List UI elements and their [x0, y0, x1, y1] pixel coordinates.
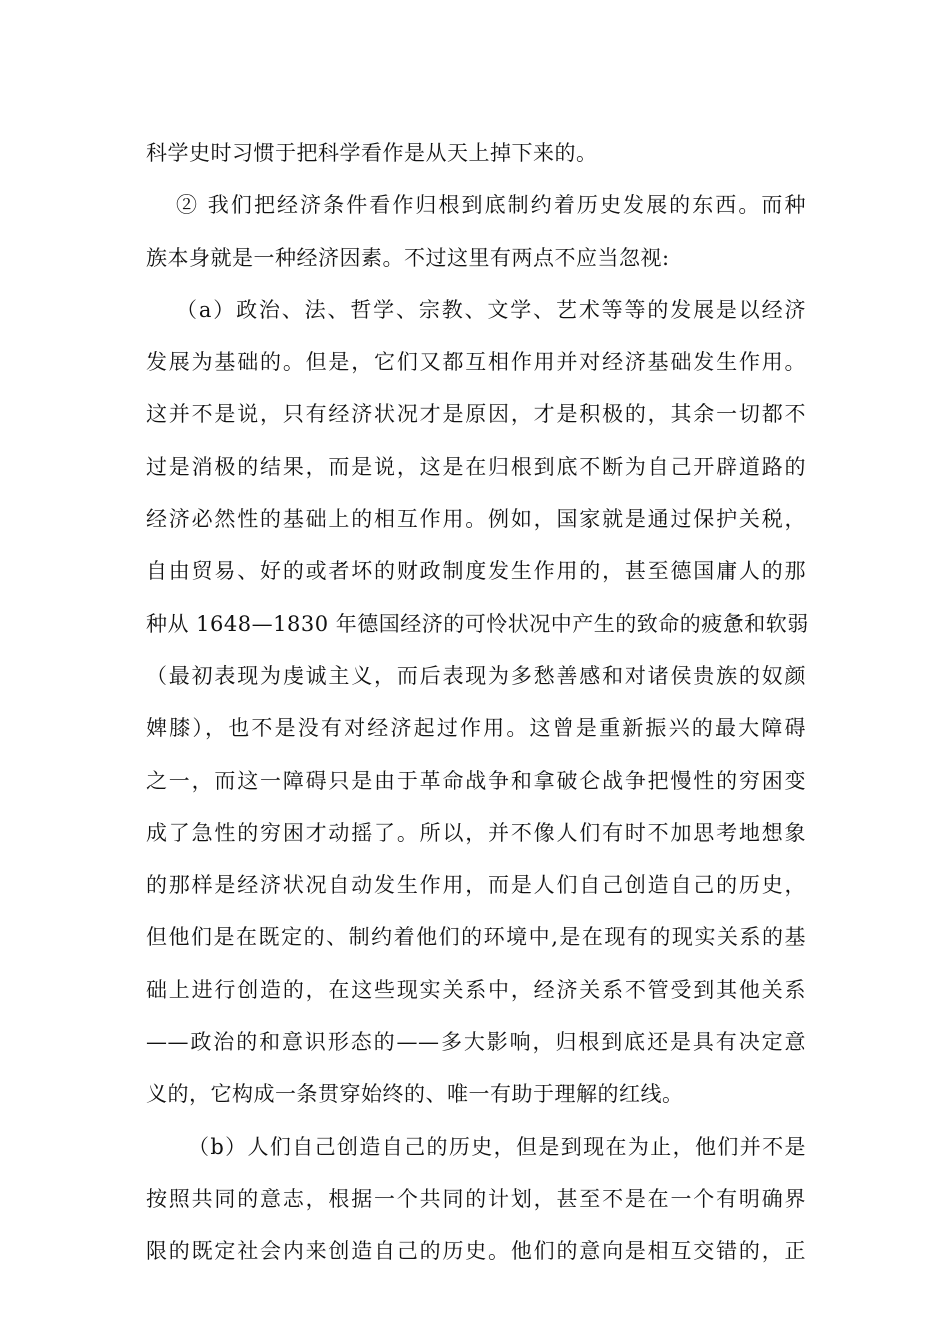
paragraph-line: 经济必然性的基础上的相互作用。例如，国家就是通过保护关税， [146, 507, 806, 532]
paragraph-line: 按照共同的意志，根据一个共同的计划，甚至不是在一个有明确界 [146, 1186, 806, 1211]
paragraph-line: 婢膝），也不是没有对经济起过作用。这曾是重新振兴的最大障碍 [146, 716, 806, 741]
paragraph-line: 限的既定社会内来创造自己的历史。他们的意向是相互交错的，正 [146, 1239, 806, 1264]
paragraph-line: 这并不是说，只有经济状况才是原因，才是积极的，其余一切都不 [146, 402, 806, 427]
paragraph-line: ② 我们把经济条件看作归根到底制约着历史发展的东西。而种 [176, 193, 806, 218]
paragraph-line: 科学史时习惯于把科学看作是从天上掉下来的。 [146, 141, 598, 165]
paragraph-line: （a）政治、法、哲学、宗教、文学、艺术等等的发展是以经济 [176, 297, 806, 322]
paragraph-line: 族本身就是一种经济因素。不过这里有两点不应当忽视: [146, 245, 670, 270]
paragraph-line: 础上进行创造的，在这些现实关系中，经济关系不管受到其他关系 [146, 977, 806, 1002]
paragraph-line: （b）人们自己创造自己的历史，但是到现在为止，他们并不是 [188, 1134, 806, 1159]
paragraph-line: ——政治的和意识形态的——多大影响，归根到底还是具有决定意 [146, 1030, 806, 1055]
paragraph-line: 自由贸易、好的或者坏的财政制度发生作用的，甚至德国庸人的那 [146, 559, 806, 584]
paragraph-line: 的那样是经济状况自动发生作用，而是人们自己创造自己的历史， [146, 873, 806, 898]
paragraph-line: 但他们是在既定的、制约着他们的环境中,是在现有的现实关系的基 [146, 925, 806, 950]
paragraph-line: 之一，而这一障碍只是由于革命战争和拿破仑战争把慢性的穷困变 [146, 768, 806, 793]
paragraph-line: 过是消极的结果，而是说，这是在归根到底不断为自己开辟道路的 [146, 454, 806, 479]
paragraph-line: 发展为基础的。但是，它们又都互相作用并对经济基础发生作用。 [146, 350, 806, 375]
paragraph-line: 种从 1648—1830 年德国经济的可怜状况中产生的致命的疲惫和软弱 [146, 611, 809, 636]
paragraph-line: （最初表现为虔诚主义，而后表现为多愁善感和对诸侯贵族的奴颜 [146, 663, 806, 688]
paragraph-line: 成了急性的穷困才动摇了。所以，并不像人们有时不加思考地想象 [146, 820, 806, 845]
paragraph-line: 义的，它构成一条贯穿始终的、唯一有助于理解的红线。 [146, 1082, 684, 1107]
document-page [146, 127, 809, 1278]
